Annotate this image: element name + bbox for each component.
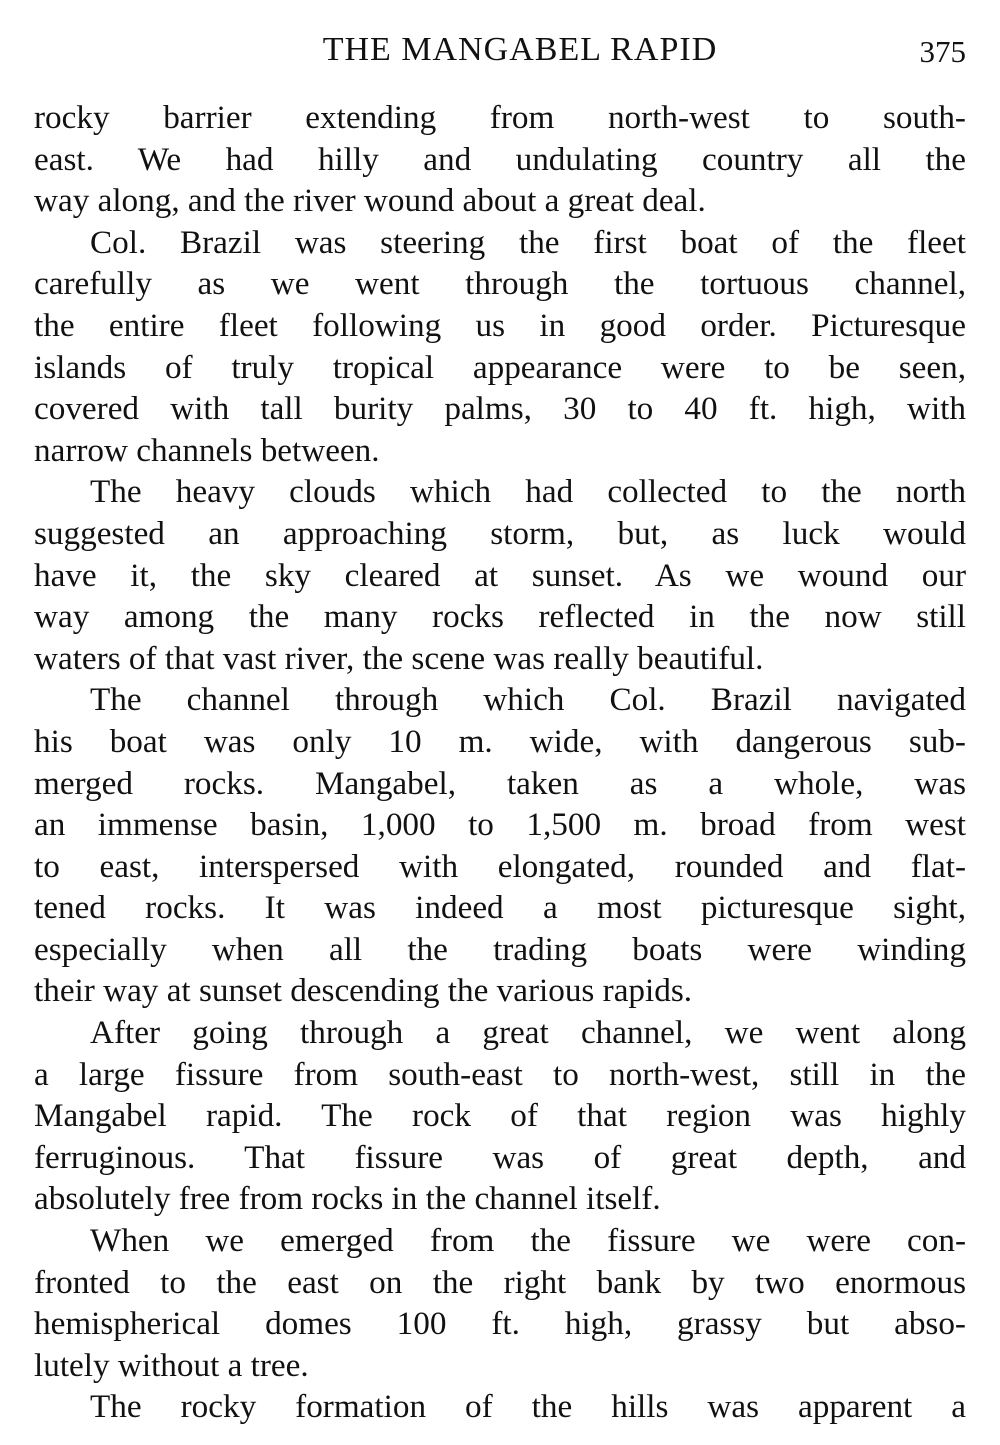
paragraph-3 xyxy=(34,471,966,679)
paragraph-2 xyxy=(34,222,966,472)
paragraph-4 xyxy=(34,679,966,1012)
text-line: east. We had hilly and undulating country all the xyxy=(34,140,966,178)
chapter-running-title: THE MANGABEL RAPID xyxy=(322,31,718,68)
running-header xyxy=(34,22,966,84)
text-line: covered with tall burity palms, 30 to 40 ft. high, with xyxy=(34,390,966,428)
text-line: Col. Brazil was steering the first boat of the fleet xyxy=(90,223,966,261)
text-line: rocky barrier extending from north-west to south- xyxy=(34,99,966,136)
text-line: islands of truly tropical appearance were to be seen, xyxy=(34,348,966,386)
text-line: ferruginous. That fissure was of great depth, and xyxy=(34,1138,966,1176)
book-page xyxy=(34,22,966,1426)
paragraph-5 xyxy=(34,1012,966,1220)
text-line: way among the many rocks reflected in the now still xyxy=(34,598,966,636)
text-line: Mangabel rapid. The rock of that region was highly xyxy=(34,1097,966,1135)
text-line: After going through a great channel, we went along xyxy=(90,1014,966,1052)
text-line: their way at sunset descending the various rapids. xyxy=(34,972,693,1010)
text-line: The heavy clouds which had collected to the north xyxy=(90,473,966,511)
text-line: a large fissure from south-east to north-west, still in the xyxy=(34,1055,966,1093)
text-line: to east, interspersed with elongated, rounded and flat- xyxy=(34,847,966,885)
page-number: 375 xyxy=(919,34,966,69)
text-line: have it, the sky cleared at sunset. As we wound our xyxy=(34,556,966,594)
text-line: especially when all the trading boats were winding xyxy=(34,930,966,968)
body-text xyxy=(34,97,966,1428)
text-line: hemispherical domes 100 ft. high, grassy but abso- xyxy=(34,1305,966,1343)
text-line: the entire fleet following us in good order. Picturesque xyxy=(34,306,966,344)
text-line: tened rocks. It was indeed a most picturesque sight, xyxy=(34,889,966,927)
text-line: absolutely free from rocks in the channel itself. xyxy=(34,1180,661,1218)
text-line: lutely without a tree. xyxy=(34,1346,309,1384)
paragraph-1 xyxy=(34,97,966,222)
text-line: waters of that vast river, the scene was really beautiful. xyxy=(34,639,764,677)
text-line: carefully as we went through the tortuous channel, xyxy=(34,265,966,303)
paragraph-6 xyxy=(34,1220,966,1386)
text-line: The channel through which Col. Brazil navigated xyxy=(90,681,966,719)
text-line: narrow channels between. xyxy=(34,431,380,469)
text-line: suggested an approaching storm, but, as luck would xyxy=(34,514,966,552)
text-line: fronted to the east on the right bank by two enormous xyxy=(34,1263,966,1301)
text-line: his boat was only 10 m. wide, with dangerous sub- xyxy=(34,722,966,760)
text-line: way along, and the river wound about a great deal. xyxy=(34,182,706,220)
text-line: When we emerged from the fissure we were con- xyxy=(90,1222,966,1260)
text-line: merged rocks. Mangabel, taken as a whole, was xyxy=(34,764,966,802)
text-line: an immense basin, 1,000 to 1,500 m. broad from west xyxy=(34,806,966,844)
paragraph-7 xyxy=(34,1386,966,1428)
text-line: The rocky formation of the hills was apparent a xyxy=(90,1388,966,1426)
